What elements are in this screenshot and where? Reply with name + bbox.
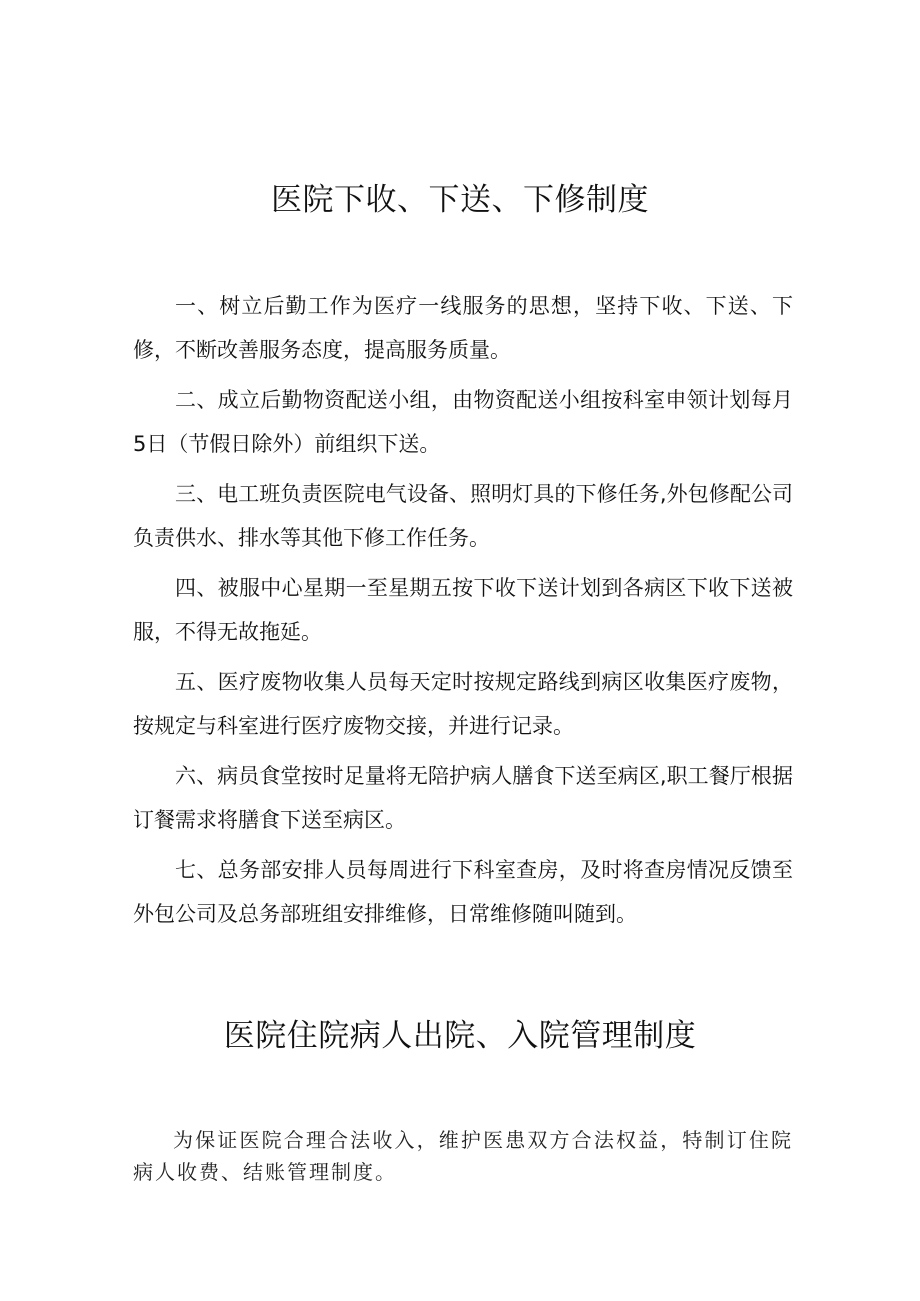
section-1-paragraph-3: 三、电工班负责医院电气设备、照明灯具的下修任务,外包修配公司负责供水、排水等其他下修工作任务。 <box>133 482 793 550</box>
section-1-paragraph-4: 四、被服中心星期一至星期五按下收下送计划到各病区下收下送被服，不得无故拖延。 <box>133 576 793 644</box>
section-1-body <box>133 284 793 942</box>
section-1-title: 医院下收、下送、下修制度 <box>271 182 649 218</box>
section-2-title: 医院住院病人出院、入院管理制度 <box>223 1018 697 1054</box>
section-1-paragraph-6: 六、病员食堂按时足量将无陪护病人膳食下送至病区,职工餐厅根据订餐需求将膳食下送至病区。 <box>133 764 793 832</box>
section-2-body <box>133 1124 793 1188</box>
section-1-paragraph-7: 七、总务部安排人员每周进行下科室查房，及时将查房情况反馈至外包公司及总务部班组安排维修，日常维修随叫随到。 <box>133 858 793 926</box>
section-1-paragraph-2: 二、成立后勤物资配送小组，由物资配送小组按科室申领计划每月5日（节假日除外）前组织下送。 <box>133 388 793 456</box>
section-1-paragraph-5: 五、医疗废物收集人员每天定时按规定路线到病区收集医疗废物，按规定与科室进行医疗废物交接，并进行记录。 <box>133 670 793 738</box>
section-2-paragraph-1: 为保证医院合理合法收入，维护医患双方合法权益，特制订住院病人收费、结账管理制度。 <box>133 1128 793 1184</box>
section-1-paragraph-1: 一、树立后勤工作为医疗一线服务的思想，坚持下收、下送、下修，不断改善服务态度，提高服务质量。 <box>133 294 793 362</box>
